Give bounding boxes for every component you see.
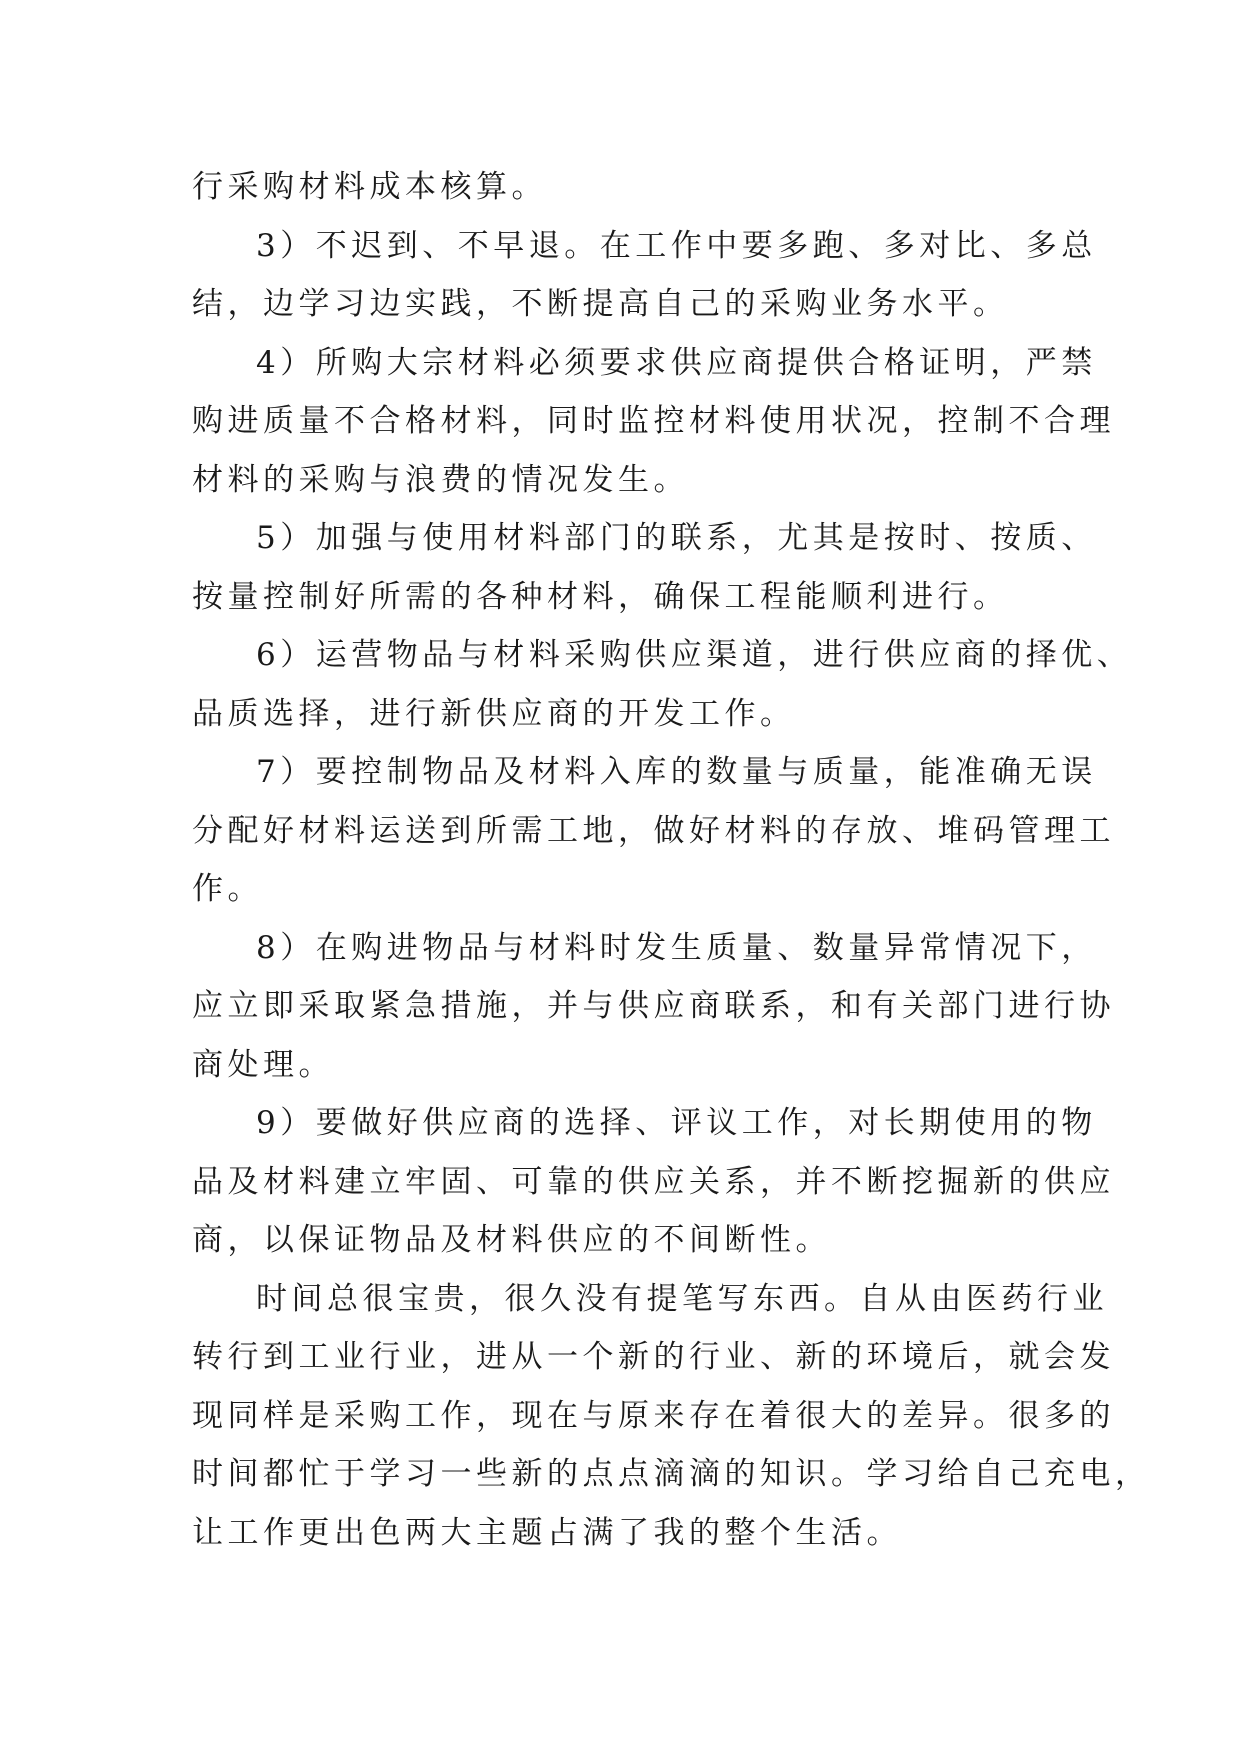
text-line: 时间总很宝贵，很久没有提笔写东西。自从由医药行业 — [256, 1280, 1108, 1317]
document-body — [192, 158, 1151, 1562]
text-line: 分配好材料运送到所需工地，做好材料的存放、堆码管理工 — [192, 812, 1115, 849]
text-line: 3）不迟到、不早退。在工作中要多跑、多对比、多总 — [256, 227, 1097, 264]
text-line: 结，边学习边实践，不断提高自己的采购业务水平。 — [192, 286, 1009, 322]
text-line: 行采购材料成本核算。 — [192, 169, 547, 205]
text-line: 转行到工业行业，进从一个新的行业、新的环境后，就会发 — [192, 1339, 1115, 1375]
text-line: 作。 — [192, 871, 263, 907]
text-line: 品及材料建立牢固、可靠的供应关系，并不断挖掘新的供应 — [192, 1163, 1115, 1200]
text-line: 5）加强与使用材料部门的联系，尤其是按时、按质、 — [256, 520, 1097, 556]
text-line: 让工作更出色两大主题占满了我的整个生活。 — [192, 1514, 902, 1551]
text-line: 商，以保证物品及材料供应的不间断性。 — [192, 1222, 831, 1258]
text-line: 购进质量不合格材料，同时监控材料使用状况，控制不合理 — [192, 403, 1115, 439]
text-line: 应立即采取紧急措施，并与供应商联系，和有关部门进行协 — [192, 988, 1115, 1024]
text-line: 品质选择，进行新供应商的开发工作。 — [192, 695, 796, 732]
text-line: 现同样是采购工作，现在与原来存在着很大的差异。很多的 — [192, 1397, 1115, 1434]
text-line: 时间都忙于学习一些新的点点滴滴的知识。学习给自己充电， — [192, 1456, 1151, 1492]
text-line: 商处理。 — [192, 1046, 334, 1083]
text-line: 4）所购大宗材料必须要求供应商提供合格证明，严禁 — [256, 344, 1097, 381]
text-line: 6）运营物品与材料采购供应渠道，进行供应商的择优、 — [256, 637, 1133, 673]
text-line: 9）要做好供应商的选择、评议工作，对长期使用的物 — [256, 1105, 1097, 1141]
text-line: 7）要控制物品及材料入库的数量与质量，能准确无误 — [256, 754, 1097, 790]
text-line: 材料的采购与浪费的情况发生。 — [192, 461, 689, 498]
text-line: 按量控制好所需的各种材料，确保工程能顺利进行。 — [192, 578, 1009, 615]
text-line: 8）在购进物品与材料时发生质量、数量异常情况下， — [256, 929, 1097, 966]
